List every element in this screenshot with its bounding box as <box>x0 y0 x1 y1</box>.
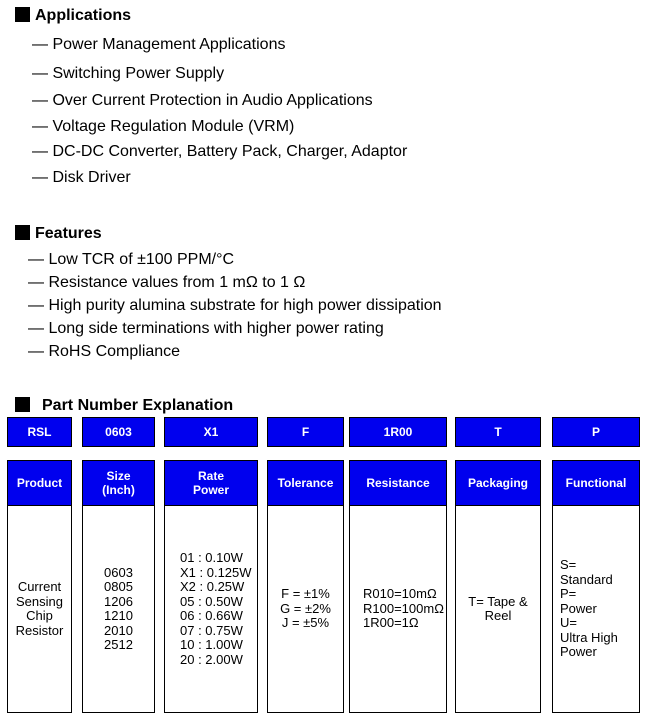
list-item: — Low TCR of ±100 PPM/°C <box>28 251 235 268</box>
section-square-icon <box>15 7 30 22</box>
list-item: — Power Management Applications <box>32 36 286 53</box>
header-resistance: Resistance <box>349 460 447 506</box>
list-item: — RoHS Compliance <box>28 343 181 360</box>
list-item: — Resistance values from 1 mΩ to 1 Ω <box>28 274 306 291</box>
features-title: Features <box>35 225 102 242</box>
body-size: 0603 0805 1206 1210 2010 2512 <box>82 505 155 713</box>
code-functional: P <box>552 417 640 447</box>
header-functional: Functional <box>552 460 640 506</box>
list-item: — Voltage Regulation Module (VRM) <box>32 118 295 135</box>
body-resistance: R010=10mΩ R100=100mΩ 1R00=1Ω <box>349 505 447 713</box>
code-packaging: T <box>455 417 541 447</box>
list-item: — Long side terminations with higher power rating <box>28 320 384 337</box>
header-tolerance: Tolerance <box>267 460 344 506</box>
list-item: — Switching Power Supply <box>32 65 225 82</box>
code-size: 0603 <box>82 417 155 447</box>
list-item: — Disk Driver <box>32 169 131 186</box>
features-heading <box>15 224 102 244</box>
code-product: RSL <box>7 417 72 447</box>
list-item: — DC-DC Converter, Battery Pack, Charger, Adaptor <box>32 143 408 160</box>
applications-heading <box>15 6 131 26</box>
part-number-title: Part Number Explanation <box>42 397 234 414</box>
part-number-heading <box>15 396 233 416</box>
body-rate-power: 01 : 0.10W X1 : 0.125W X2 : 0.25W 05 : 0.50W 06 : 0.66W 07 : 0.75W 10 : 1.00W 20 : 2.00W <box>164 505 258 713</box>
header-size: Size (Inch) <box>82 460 155 506</box>
body-functional: S= Standard P= Power U= Ultra High Power <box>552 505 640 713</box>
list-item: — High purity alumina substrate for high power dissipation <box>28 297 442 314</box>
header-packaging: Packaging <box>455 460 541 506</box>
applications-title: Applications <box>35 7 132 24</box>
body-tolerance: F = ±1% G = ±2% J = ±5% <box>267 505 344 713</box>
header-product: Product <box>7 460 72 506</box>
body-product: Current Sensing Chip Resistor <box>7 505 72 713</box>
code-tolerance: F <box>267 417 344 447</box>
section-square-icon <box>15 225 30 240</box>
code-resistance: 1R00 <box>349 417 447 447</box>
header-rate-power: Rate Power <box>164 460 258 506</box>
code-rate-power: X1 <box>164 417 258 447</box>
body-packaging: T= Tape & Reel <box>455 505 541 713</box>
section-square-icon <box>15 397 30 412</box>
list-item: — Over Current Protection in Audio Applications <box>32 92 373 109</box>
